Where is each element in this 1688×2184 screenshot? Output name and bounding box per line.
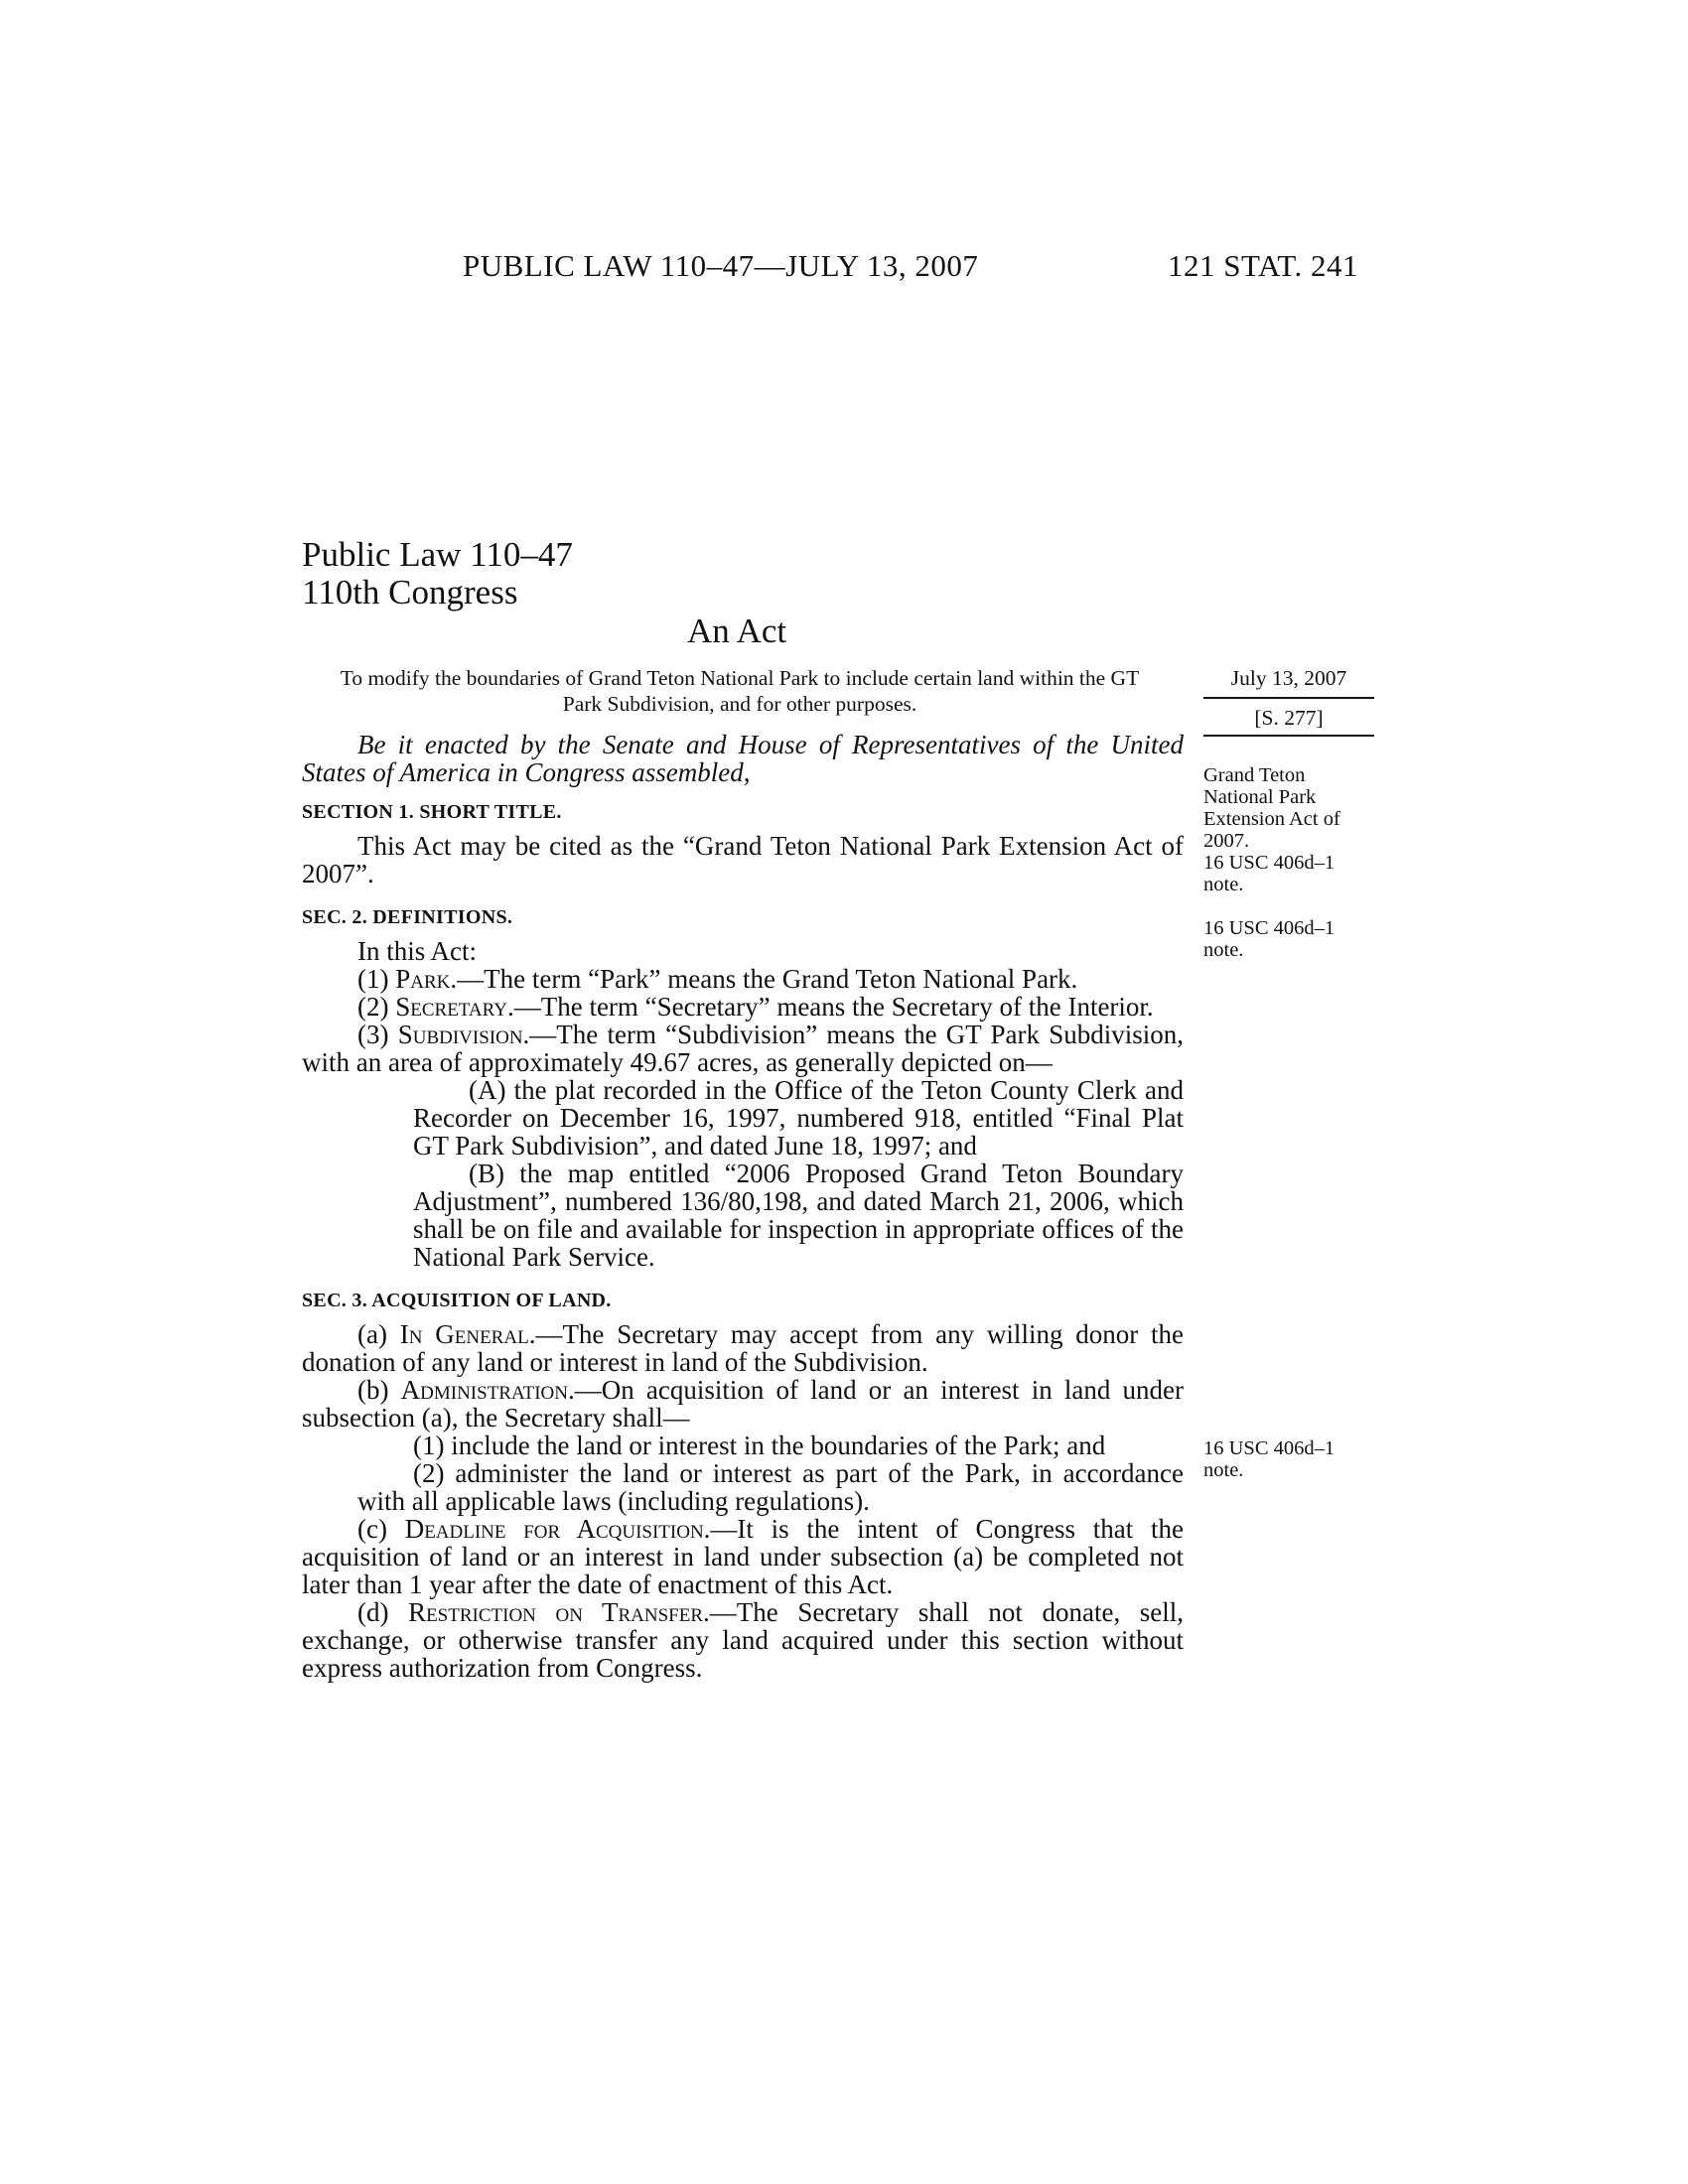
margin-note-line: 16 USC 406d–1 bbox=[1203, 1437, 1336, 1459]
paragraph-b1: (1) include the land or interest in the boundaries of the Park; and bbox=[413, 1431, 1106, 1460]
subsection-number: (d) bbox=[357, 1597, 409, 1627]
section-1-heading: SECTION 1. SHORT TITLE. bbox=[302, 801, 562, 823]
section-1-text: This Act may be cited as the “Grand Teton National Park Extension Act of 2007”. bbox=[302, 831, 1184, 888]
margin-note-line: note. bbox=[1203, 1459, 1244, 1481]
paragraph-b2: (2) administer the land or interest as part of the Park, in accordance with all applicable laws (including regulations). bbox=[357, 1458, 1184, 1516]
margin-note-line: National Park bbox=[1203, 786, 1317, 808]
definition-secretary bbox=[302, 993, 1184, 1021]
subsection-b bbox=[302, 1376, 1184, 1432]
enactment-date: July 13, 2007 bbox=[1203, 665, 1374, 699]
margin-note-line: Extension Act of bbox=[1203, 808, 1340, 830]
subsection-term: In General bbox=[399, 1319, 529, 1349]
bill-number: [S. 277] bbox=[1203, 699, 1374, 737]
margin-note-sec2 bbox=[1203, 917, 1382, 961]
subparagraph-b: (B) the map entitled “2006 Proposed Grand Teton Boundary Adjustment”, numbered 136/80,198, and dated March 21, 2006, which shall be on file and available for inspection in appropriate offices of the National Park Service. bbox=[413, 1159, 1184, 1272]
subsection-text: .—It is the intent of Congress that the acquisition of land or an interest in land under subsection (a) be completed not later than 1 year after the date of enactment of this Act. bbox=[302, 1514, 1184, 1599]
law-number: Public Law 110–47 bbox=[302, 535, 573, 574]
margin-note-line: 16 USC 406d–1 bbox=[1203, 852, 1336, 874]
margin-note-line: note. bbox=[1203, 939, 1244, 961]
definition-text: .—The term “Subdivision” means the GT Park Subdivision, with an area of approximately 49.67 acres, as generally depicted on— bbox=[302, 1020, 1184, 1077]
margin-note-line: note. bbox=[1203, 874, 1244, 895]
enacting-clause: Be it enacted by the Senate and House of Representatives of the United States of America in Congress assembled, bbox=[302, 730, 1184, 787]
paragraph-number: (2) bbox=[357, 992, 396, 1022]
congress-number: 110th Congress bbox=[302, 573, 518, 612]
paragraph-number: (3) bbox=[357, 1020, 398, 1049]
definition-text: .—The term “Park” means the Grand Teton National Park. bbox=[450, 964, 1078, 994]
subsection-text: .—The Secretary shall not donate, sell, exchange, or otherwise transfer any land acquired under this section without express authorization from Congress. bbox=[302, 1597, 1185, 1683]
definition-park bbox=[302, 965, 1184, 993]
defined-term: Park bbox=[395, 964, 451, 994]
margin-note-line: 2007. bbox=[1203, 830, 1250, 852]
margin-note-line: Grand Teton bbox=[1203, 764, 1306, 786]
paragraph-number: (1) bbox=[357, 964, 396, 994]
defined-term: Secretary bbox=[395, 992, 507, 1022]
subsection-text: .—The Secretary may accept from any willing donor the donation of any land or interest in land of the Subdivision. bbox=[302, 1319, 1184, 1377]
subsection-number: (c) bbox=[357, 1514, 405, 1544]
margin-note-sec3 bbox=[1203, 1437, 1382, 1481]
margin-note-line: 16 USC 406d–1 bbox=[1203, 917, 1336, 939]
running-head-title: PUBLIC LAW 110–47—JULY 13, 2007 bbox=[463, 248, 979, 283]
definition-text: .—The term “Secretary” means the Secretary of the Interior. bbox=[506, 992, 1154, 1022]
section-3-heading: SEC. 3. ACQUISITION OF LAND. bbox=[302, 1290, 612, 1311]
subsection-term: Restriction on Transfer bbox=[408, 1597, 704, 1627]
subsection-text: .—On acquisition of land or an interest in land under subsection (a), the Secretary shall— bbox=[302, 1375, 1184, 1433]
date-box bbox=[1203, 665, 1374, 737]
subsection-d bbox=[302, 1598, 1184, 1682]
subsection-a bbox=[302, 1320, 1184, 1376]
subsection-number: (a) bbox=[357, 1319, 400, 1349]
subsection-number: (b) bbox=[357, 1375, 401, 1405]
definition-subdivision bbox=[302, 1021, 1184, 1076]
subsection-term: Deadline for Acquisition bbox=[404, 1514, 704, 1544]
section-2-intro: In this Act: bbox=[357, 936, 477, 966]
act-body bbox=[302, 731, 1184, 1682]
act-purpose: To modify the boundaries of Grand Teton National Park to include certain land within the GT Park Subdivision, and for other purposes. bbox=[340, 666, 1140, 716]
act-heading: An Act bbox=[687, 612, 787, 650]
margin-note-short-title bbox=[1203, 764, 1382, 895]
defined-term: Subdivision bbox=[397, 1020, 523, 1049]
subparagraph-a: (A) the plat recorded in the Office of the Teton County Clerk and Recorder on December 16, 1997, numbered 918, entitled “Final Plat GT Park Subdivision”, and dated June 18, 1997; and bbox=[413, 1075, 1184, 1160]
subsection-term: Administration bbox=[400, 1375, 568, 1405]
subsection-c bbox=[302, 1515, 1184, 1598]
running-head-stat: 121 STAT. 241 bbox=[1168, 248, 1359, 283]
section-2-heading: SEC. 2. DEFINITIONS. bbox=[302, 906, 513, 928]
